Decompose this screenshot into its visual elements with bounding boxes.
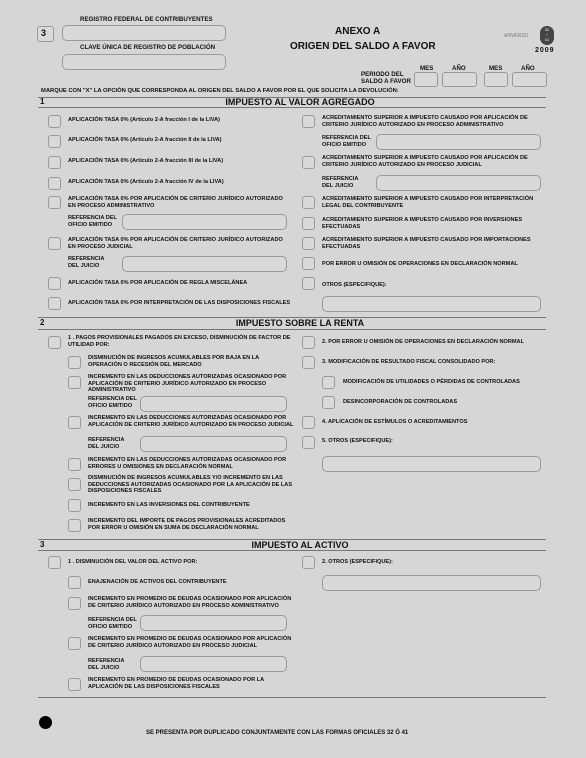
section-2-bottom-rule: [38, 329, 546, 330]
s1-label-acreditamiento-judicial: ACREDITAMIENTO SUPERIOR A IMPUESTO CAUSADO POR APLICACIÓN DE CRITERIO JURÍDICO AUTORIZADO EN PROCESO JUDICIAL: [322, 155, 528, 168]
s3-label-deudas-disposiciones: INCREMENTO EN PROMEDIO DE DEUDAS OCASIONADO POR LA APLICACIÓN DE LAS DISPOSICIONES FISCALES: [88, 677, 264, 690]
s1-checkbox-interpretacion-legal[interactable]: [302, 196, 315, 209]
s1-label-importaciones: ACREDITAMIENTO SUPERIOR A IMPUESTO CAUSADO POR IMPORTACIONES EFECTUADAS: [322, 237, 531, 250]
s2-checkbox-error-omision[interactable]: [302, 336, 315, 349]
section-3-bottom-rule: [38, 550, 546, 551]
form-title-annex: ANEXO A: [335, 26, 381, 37]
form-title: ORIGEN DEL SALDO A FAVOR: [290, 41, 436, 52]
s1-checkbox-interpretacion[interactable]: [48, 297, 61, 310]
s3-checkbox-deudas-administrativo[interactable]: [68, 597, 81, 610]
s3-label-deudas-administrativo: INCREMENTO EN PROMEDIO DE DEUDAS OCASIONADO POR APLICACIÓN DE CRITERIO JURÍDICO AUTORIZADO EN PROCESO ADMINISTRATIVO: [88, 596, 292, 609]
s2-label-error-omision: 2. POR ERROR U OMISIÓN DE OPERACIONES EN DECLARACIÓN NORMAL: [322, 339, 525, 345]
side-label: ANVERSO: [504, 33, 529, 39]
s1-label-inversiones: ACREDITAMIENTO SUPERIOR A IMPUESTO CAUSADO POR INVERSIONES EFECTUADAS: [322, 217, 523, 230]
s1-checkbox-error-omision[interactable]: [302, 257, 315, 270]
s3-label-disminucion-activo: 1 . DISMINUCIÓN DEL VALOR DEL ACTIVO POR:: [68, 559, 198, 565]
s3-checkbox-deudas-disposiciones[interactable]: [68, 678, 81, 691]
s3-label-enajenacion: ENAJENACIÓN DE ACTIVOS DEL CONTRIBUYENTE: [88, 579, 227, 585]
s1-label-tasa0-fraccion-1: APLICACIÓN TASA 0% (Artículo 2-A fracción I de la LIVA): [68, 117, 220, 123]
s2-label-estimulos: 4. APLICACIÓN DE ESTÍMULOS O ACREDITAMIENTOS: [322, 419, 468, 425]
s1-checkbox-criterio-administrativo[interactable]: [48, 196, 61, 209]
ano2-label: AÑO: [521, 65, 535, 72]
s2-checkbox-deducciones-judicial[interactable]: [68, 416, 81, 429]
s2-checkbox-otros[interactable]: [302, 436, 315, 449]
section-1-bottom-rule: [38, 107, 546, 108]
s1-checkbox-criterio-judicial[interactable]: [48, 237, 61, 250]
s2-label-disminucion-ingresos: DISMINUCIÓN DE INGRESOS ACUMULABLES POR BAJA EN LA OPERACIÓN O RECESIÓN DEL MERCADO: [88, 355, 259, 368]
period-to-year[interactable]: [512, 72, 547, 87]
registration-mark: [39, 716, 52, 729]
s1-checkbox-inversiones[interactable]: [302, 217, 315, 230]
period-from-month[interactable]: [414, 72, 438, 87]
section-3-title: IMPUESTO AL ACTIVO: [251, 540, 349, 550]
s1-label-tasa0-fraccion-2: APLICACIÓN TASA 0% (Artículo 2-A fracción II de la LIVA): [68, 137, 222, 143]
s1-checkbox-tasa0-fraccion-1[interactable]: [48, 115, 61, 128]
s2-field-otros[interactable]: [322, 456, 541, 472]
s3-field-otros[interactable]: [322, 575, 541, 591]
s3-label-otros: 2. OTROS (ESPECIFIQUE):: [322, 559, 393, 565]
curp-field[interactable]: [62, 54, 226, 70]
s1-label-regla-miscelanea: APLICACIÓN TASA 0% POR APLICACIÓN DE REGLA MISCELÁNEA: [68, 280, 248, 286]
rfc-field[interactable]: [62, 25, 226, 41]
s2-label-oficio-ref: REFERENCIA DEL OFICIO EMITIDO: [88, 396, 137, 409]
footer-text: SE PRESENTA POR DUPLICADO CONJUNTAMENTE CON LAS FORMAS OFICIALES 32 Ó 41: [146, 730, 409, 736]
s1-checkbox-tasa0-fraccion-4[interactable]: [48, 177, 61, 190]
s3-checkbox-disminucion-activo[interactable]: [48, 556, 61, 569]
page-number: 3: [41, 28, 47, 38]
s1-field-juicio-ref[interactable]: [122, 256, 287, 272]
period-from-year[interactable]: [442, 72, 477, 87]
section-2-number: 2: [40, 318, 45, 327]
s2-label-deducciones-administrativo: INCREMENTO EN LAS DEDUCCIONES AUTORIZADAS OCASIONADO POR APLICACIÓN DE CRITERIO JURÍDICO AUTORIZADO EN PROCESO ADMINISTRATIVO: [88, 374, 287, 394]
s2-label-disposiciones-fiscales: DISMINUCIÓN DE INGRESOS ACUMULABLES Y/O INCREMENTO EN LAS DEDUCCIONES AUTORIZADAS OCASIONADO POR LA APLICACIÓN DE LAS DISPOSICIONES FISCALES: [88, 475, 293, 495]
s1-checkbox-acreditamiento-administrativo[interactable]: [302, 115, 315, 128]
s1-checkbox-regla-miscelanea[interactable]: [48, 277, 61, 290]
s1-field-r-juicio-ref[interactable]: [376, 175, 541, 191]
s1-field-oficio-ref[interactable]: [122, 214, 287, 230]
s1-label-criterio-administrativo: APLICACIÓN TASA 0% POR APLICACIÓN DE CRITERIO JURÍDICO AUTORIZADO EN PROCESO ADMINISTRATIVO: [68, 196, 283, 209]
s2-checkbox-resultado-consolidado[interactable]: [302, 356, 315, 369]
instruction-text: MARQUE CON "X" LA OPCIÓN QUE CORRESPONDA AL ORIGEN DEL SALDO A FAVOR POR EL QUE SOLICITA LA DEVOLUCIÓN:: [41, 88, 399, 94]
s3-field-oficio-ref[interactable]: [140, 615, 287, 631]
s3-label-deudas-judicial: INCREMENTO EN PROMEDIO DE DEUDAS OCASIONADO POR APLICACIÓN DE CRITERIO JURÍDICO AUTORIZADO EN PROCESO JUDICIAL: [88, 636, 292, 649]
s2-checkbox-estimulos[interactable]: [302, 416, 315, 429]
s1-checkbox-otros[interactable]: [302, 277, 315, 290]
s1-label-error-omision: POR ERROR U OMISIÓN DE OPERACIONES EN DECLARACIÓN NORMAL: [322, 261, 518, 267]
s3-checkbox-otros[interactable]: [302, 556, 315, 569]
s2-label-resultado-consolidado: 3. MODIFICACIÓN DE RESULTADO FISCAL CONSOLIDADO POR:: [322, 359, 496, 365]
s1-field-otros[interactable]: [322, 296, 541, 312]
section-3-end-rule: [38, 697, 546, 698]
s1-label-tasa0-fraccion-3: APLICACIÓN TASA 0% (Artículo 2-A fracción III de la LIVA): [68, 158, 224, 164]
s1-checkbox-importaciones[interactable]: [302, 237, 315, 250]
s1-label-oficio-ref: REFERENCIA DEL OFICIO EMITIDO: [68, 215, 117, 228]
s1-field-r-oficio-ref[interactable]: [376, 134, 541, 150]
s2-label-otros: 5. OTROS (ESPECIFIQUE):: [322, 438, 393, 444]
mes2-label: MES: [489, 65, 503, 72]
s2-label-desincorporacion: DESINCORPORACIÓN DE CONTROLADAS: [343, 399, 458, 405]
s3-checkbox-enajenacion[interactable]: [68, 576, 81, 589]
s1-checkbox-acreditamiento-judicial[interactable]: [302, 156, 315, 169]
s2-field-juicio-ref[interactable]: [140, 436, 287, 452]
s1-checkbox-tasa0-fraccion-2[interactable]: [48, 135, 61, 148]
s2-label-pagos-provisionales: 1 . PAGOS PROVISIONALES PAGADOS EN EXCESO, DISMINUCIÓN DE FACTOR DE UTILIDAD POR:: [68, 335, 291, 348]
s2-label-pagos-acreditados: INCREMENTO DEL IMPORTE DE PAGOS PROVISIONALES ACREDITADOS POR ERROR U OMISIÓN EN SUMA DE DECLARACIÓN NORMAL: [88, 518, 286, 531]
s2-label-utilidades-perdidas: MODIFICACIÓN DE UTILIDADES O PÉRDIDAS DE CONTROLADAS: [343, 379, 520, 385]
s2-checkbox-disposiciones-fiscales[interactable]: [68, 478, 81, 491]
mes1-label: MES: [420, 65, 434, 72]
s1-label-acreditamiento-administrativo: ACREDITAMIENTO SUPERIOR A IMPUESTO CAUSADO POR APLICACIÓN DE CRITERIO JURÍDICO AUTORIZADO EN PROCESO ADMINISTRATIVO: [322, 115, 528, 128]
s1-label-interpretacion: APLICACIÓN TASA 0% POR INTERPRETACIÓN DE LAS DISPOSICIONES FISCALES: [68, 300, 291, 306]
s2-checkbox-disminucion-ingresos[interactable]: [68, 356, 81, 369]
period-to-month[interactable]: [484, 72, 508, 87]
s2-checkbox-utilidades-perdidas[interactable]: [322, 376, 335, 389]
s1-label-juicio-ref: REFERENCIA DEL JUICIO: [68, 256, 105, 269]
section-1-title: IMPUESTO AL VALOR AGREGADO: [225, 97, 375, 107]
s1-label-r-oficio-ref: REFERENCIA DEL OFICIO EMITIDO: [322, 135, 371, 148]
section-1-number: 1: [40, 97, 45, 106]
s3-label-oficio-ref: REFERENCIA DEL OFICIO EMITIDO: [88, 617, 137, 630]
s2-label-inversiones: INCREMENTO EN LAS INVERSIONES DEL CONTRIBUYENTE: [88, 502, 250, 508]
s3-checkbox-deudas-judicial[interactable]: [68, 637, 81, 650]
s1-label-criterio-judicial: APLICACIÓN TASA 0% POR APLICACIÓN DE CRITERIO JURÍDICO AUTORIZADO EN PROCESO JUDICIAL: [68, 237, 283, 250]
s1-label-interpretacion-legal: ACREDITAMIENTO SUPERIOR A IMPUESTO CAUSADO POR INTERPRETACIÓN LEGAL DEL CONTRIBUYENTE: [322, 196, 534, 209]
s3-label-juicio-ref: REFERENCIA DEL JUICIO: [88, 658, 125, 671]
s2-checkbox-pagos-acreditados[interactable]: [68, 519, 81, 532]
s2-checkbox-deducciones-errores[interactable]: [68, 458, 81, 471]
s3-field-juicio-ref[interactable]: [140, 656, 287, 672]
s1-label-tasa0-fraccion-4: APLICACIÓN TASA 0% (Artículo 2-A fracción IV de la LIVA): [68, 179, 224, 185]
form-year: 2009: [535, 47, 555, 54]
form-seal: 32 / 41: [540, 26, 554, 45]
rfc-label: REGISTRO FEDERAL DE CONTRIBUYENTES: [80, 16, 213, 23]
s2-checkbox-inversiones[interactable]: [68, 499, 81, 512]
curp-label: CLAVE ÚNICA DE REGISTRO DE POBLACIÓN: [80, 44, 216, 51]
s2-checkbox-desincorporacion[interactable]: [322, 396, 335, 409]
section-2-title: IMPUESTO SOBRE LA RENTA: [235, 318, 365, 328]
s1-label-otros: OTROS (ESPECIFIQUE):: [322, 282, 387, 288]
s1-label-r-juicio-ref: REFERENCIA DEL JUICIO: [322, 176, 359, 189]
s2-label-juicio-ref: REFERENCIA DEL JUICIO: [88, 437, 125, 450]
s1-checkbox-tasa0-fraccion-3[interactable]: [48, 156, 61, 169]
s2-label-deducciones-judicial: INCREMENTO EN LAS DEDUCCIONES AUTORIZADAS OCASIONADO POR APLICACIÓN DE CRITERIO JURÍDICO AUTORIZADO EN PROCESO JUDICIAL: [88, 415, 294, 428]
period-label: PERIODO DEL SALDO A FAVOR: [361, 71, 411, 86]
s2-checkbox-pagos-provisionales[interactable]: [48, 336, 61, 349]
section-3-number: 3: [40, 540, 45, 549]
ano1-label: AÑO: [452, 65, 466, 72]
s2-checkbox-deducciones-administrativo[interactable]: [68, 376, 81, 389]
s2-field-oficio-ref[interactable]: [140, 396, 287, 412]
s2-label-deducciones-errores: INCREMENTO EN LAS DEDUCCIONES AUTORIZADAS OCASIONADO POR ERRORES U OMISIONES EN DECLARACIÓN NORMAL: [88, 457, 287, 470]
